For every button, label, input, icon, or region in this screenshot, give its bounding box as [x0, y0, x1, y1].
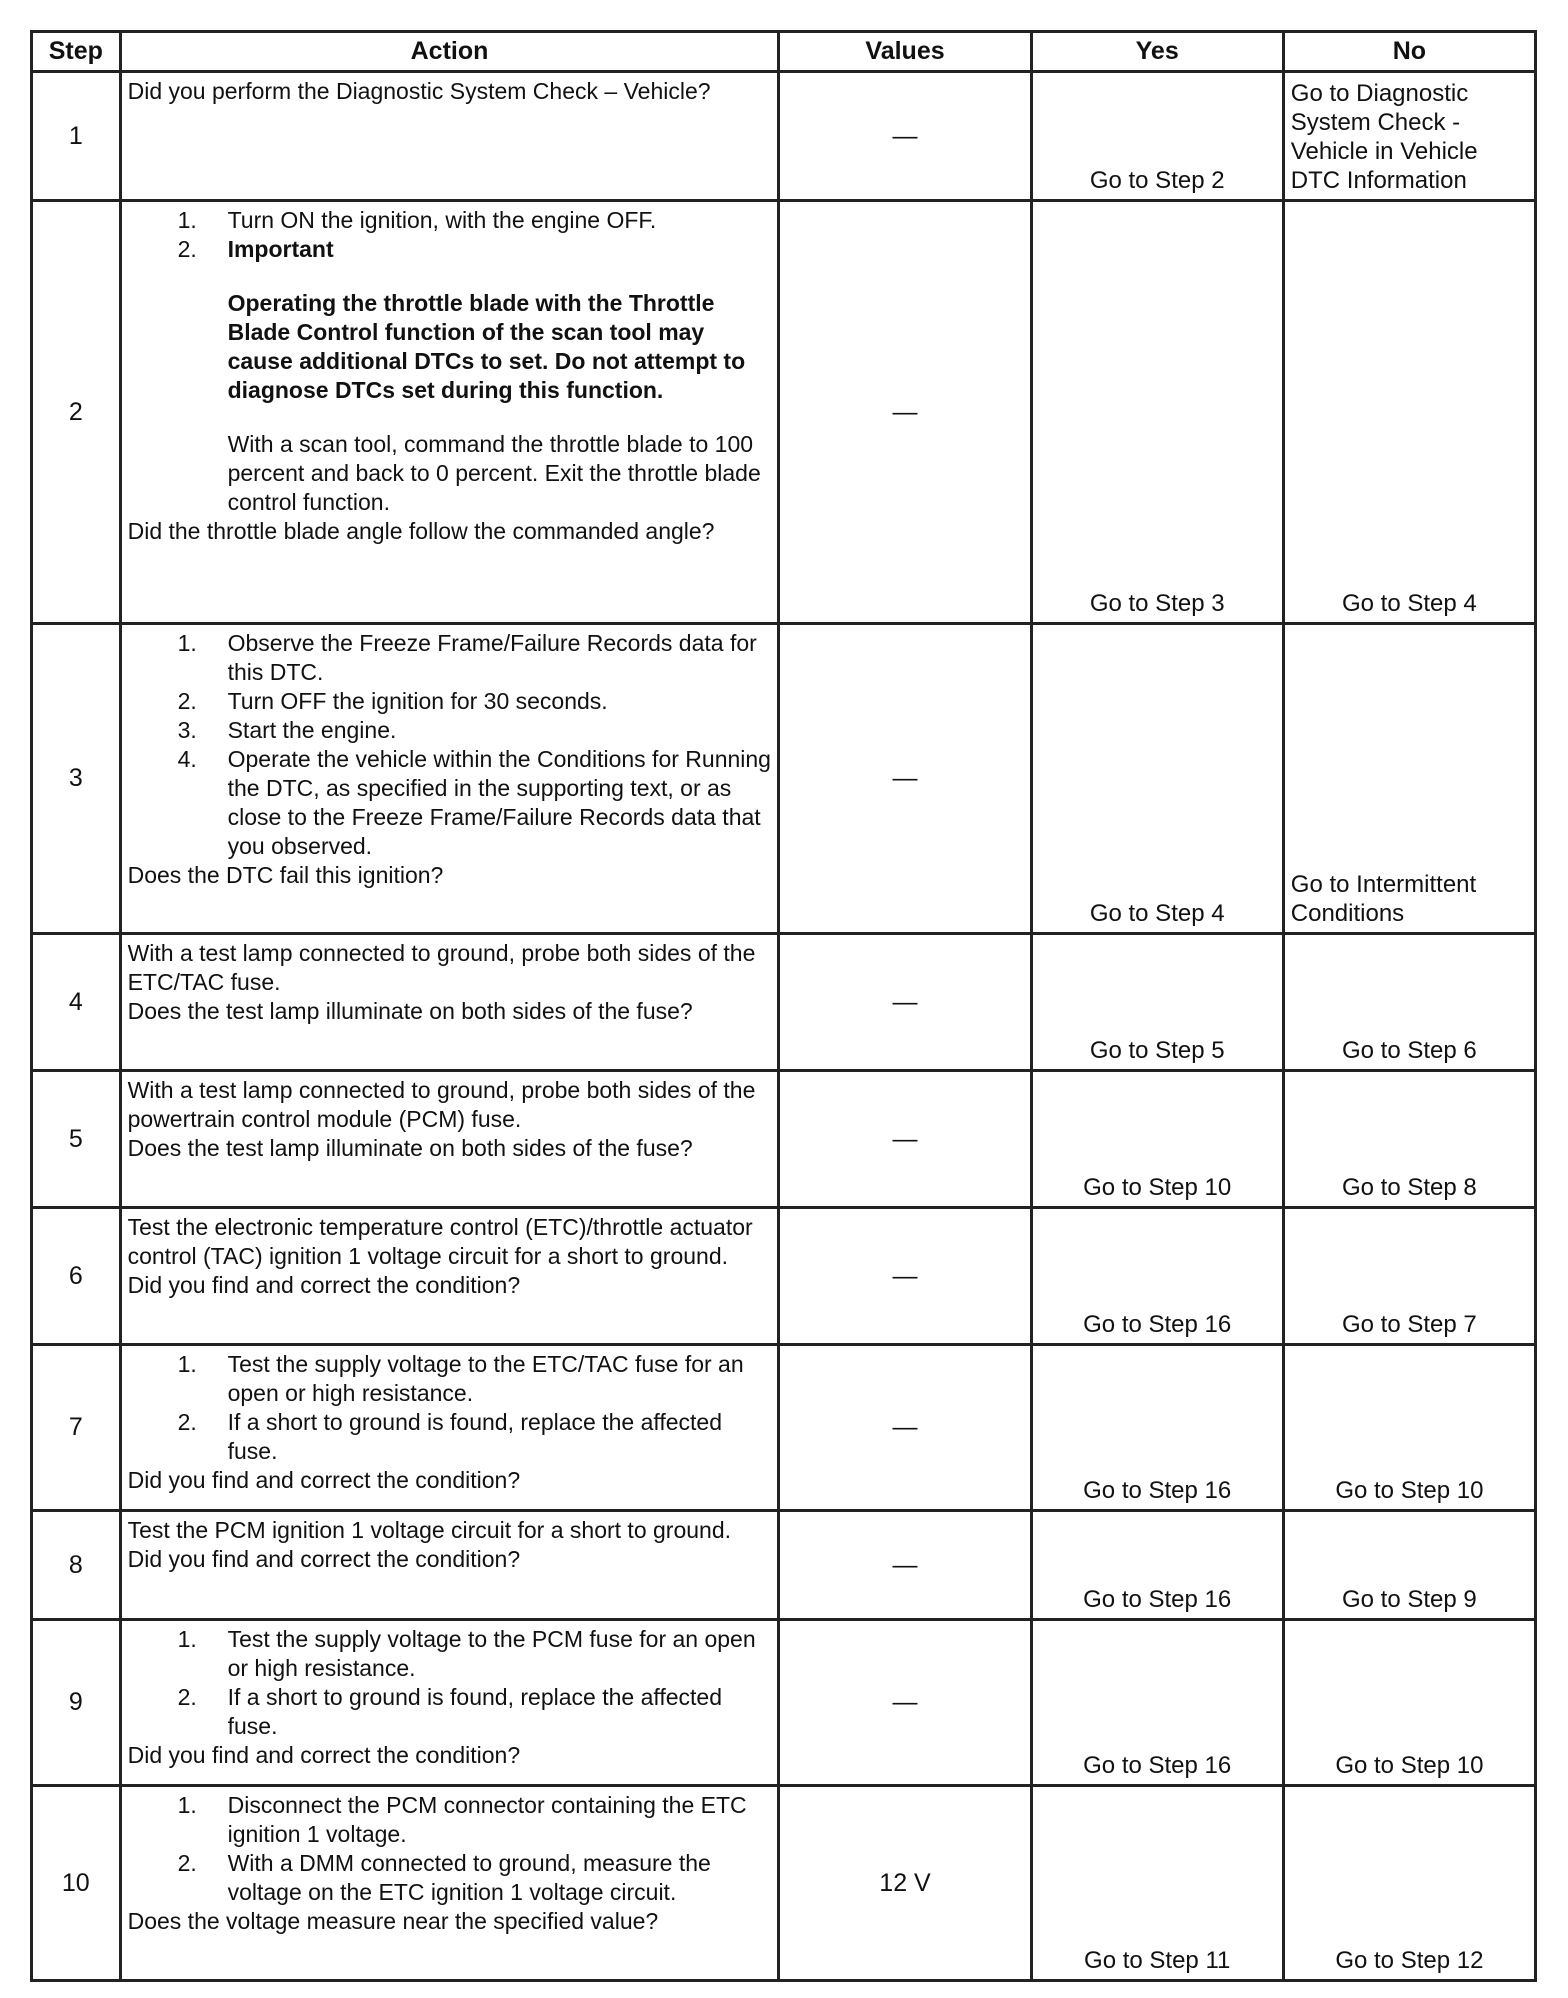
action-question: Did you find and correct the condition? — [127, 1467, 521, 1493]
step-number: 3 — [32, 624, 121, 934]
action-step-item: 2. Important Operating the throttle blade with the Throttle Blade Control function of the scan tool may cause additional DTCs to set. Do not attempt to diagnose DTCs set during this function. With a scan tool, command the throttle blade to 100 percent and back to 0 percent. Exit the throttle blade control function. — [128, 235, 772, 517]
action-instruction: With a test lamp connected to ground, probe both sides of the powertrain control module (PCM) fuse. — [127, 1077, 756, 1132]
step-number: 7 — [32, 1345, 121, 1511]
action-cell — [120, 1345, 779, 1511]
no-cell: Go to Intermittent Conditions — [1283, 624, 1535, 934]
value-cell: — — [779, 624, 1031, 934]
no-cell: Go to Step 8 — [1283, 1071, 1535, 1208]
action-cell — [120, 934, 779, 1071]
no-cell: Go to Step 10 — [1283, 1345, 1535, 1511]
action-cell — [120, 1786, 779, 1981]
step-row-4 — [32, 934, 1536, 1071]
action-question: Did you find and correct the condition? — [127, 1546, 521, 1572]
action-cell — [120, 72, 779, 201]
action-cell — [120, 1511, 779, 1620]
diagnostic-table — [30, 30, 1537, 1982]
important-note: Operating the throttle blade with the Throttle Blade Control function of the scan tool may cause additional DTCs to set. Do not attempt to diagnose DTCs set during this function. — [227, 290, 746, 403]
value-cell: — — [779, 72, 1031, 201]
action-steps — [128, 1625, 772, 1741]
step-row-5 — [32, 1071, 1536, 1208]
yes-cell: Go to Step 4 — [1031, 624, 1283, 934]
action-step-item: 4. Operate the vehicle within the Conditions for Running the DTC, as specified in the supporting text, or as close to the Freeze Frame/Failure Records data that you observed. — [177, 746, 771, 859]
step-number: 4 — [32, 934, 121, 1071]
action-step-item: 2. If a short to ground is found, replace the affected fuse. — [177, 1409, 722, 1464]
header-yes: Yes — [1031, 32, 1283, 72]
action-steps — [128, 629, 772, 861]
step-row-1 — [32, 72, 1536, 201]
action-cell — [120, 1620, 779, 1786]
action-question: Did you find and correct the condition? — [127, 1742, 521, 1768]
action-steps — [128, 1350, 772, 1466]
step-row-2 — [32, 201, 1536, 624]
step-number: 5 — [32, 1071, 121, 1208]
value-cell: — — [779, 934, 1031, 1071]
step-row-3 — [32, 624, 1536, 934]
value-cell: — — [779, 1511, 1031, 1620]
diagnostic-page — [30, 30, 1537, 1982]
action-steps — [128, 206, 772, 517]
action-cell — [120, 1071, 779, 1208]
header-step: Step — [32, 32, 121, 72]
step-instruction: With a scan tool, command the throttle blade to 100 percent and back to 0 percent. Exit the throttle blade control function. — [227, 431, 761, 515]
yes-cell: Go to Step 5 — [1031, 934, 1283, 1071]
header-row — [32, 32, 1536, 72]
value-cell: — — [779, 1620, 1031, 1786]
yes-cell: Go to Step 16 — [1031, 1345, 1283, 1511]
step-row-8 — [32, 1511, 1536, 1620]
step-number: 8 — [32, 1511, 121, 1620]
action-instruction: With a test lamp connected to ground, probe both sides of the ETC/TAC fuse. — [127, 940, 756, 995]
action-step-item: 1. Turn ON the ignition, with the engine OFF. — [177, 207, 657, 233]
no-cell: Go to Diagnostic System Check - Vehicle in Vehicle DTC Information — [1283, 72, 1535, 201]
action-cell — [120, 1208, 779, 1345]
action-step-item: 1. Disconnect the PCM connector containing the ETC ignition 1 voltage. — [177, 1792, 747, 1847]
no-cell: Go to Step 9 — [1283, 1511, 1535, 1620]
action-step-item: 2. If a short to ground is found, replace the affected fuse. — [177, 1684, 722, 1739]
action-step-item: 1. Test the supply voltage to the PCM fuse for an open or high resistance. — [177, 1626, 756, 1681]
yes-cell: Go to Step 16 — [1031, 1511, 1283, 1620]
value-cell: — — [779, 201, 1031, 624]
important-label: Important — [227, 236, 334, 262]
step-number: 1 — [32, 72, 121, 201]
no-cell: Go to Step 7 — [1283, 1208, 1535, 1345]
yes-cell: Go to Step 16 — [1031, 1208, 1283, 1345]
step-number: 2 — [32, 201, 121, 624]
value-cell: — — [779, 1071, 1031, 1208]
header-values: Values — [779, 32, 1031, 72]
no-cell: Go to Step 4 — [1283, 201, 1535, 624]
action-step-item: 1. Observe the Freeze Frame/Failure Records data for this DTC. — [177, 630, 757, 685]
header-no: No — [1283, 32, 1535, 72]
action-cell — [120, 201, 779, 624]
action-steps — [128, 1791, 772, 1907]
header-action: Action — [120, 32, 779, 72]
yes-cell: Go to Step 2 — [1031, 72, 1283, 201]
action-question: Did you find and correct the condition? — [127, 1272, 521, 1298]
step-row-6 — [32, 1208, 1536, 1345]
value-cell: — — [779, 1345, 1031, 1511]
value-cell: — — [779, 1208, 1031, 1345]
action-instruction: Test the electronic temperature control (ETC)/throttle actuator control (TAC) ignition 1 voltage circuit for a short to ground. — [127, 1214, 753, 1269]
action-question: Did you perform the Diagnostic System Check – Vehicle? — [127, 78, 711, 104]
action-question: Does the test lamp illuminate on both sides of the fuse? — [127, 1135, 693, 1161]
step-number: 10 — [32, 1786, 121, 1981]
action-question: Does the DTC fail this ignition? — [127, 862, 444, 888]
yes-cell: Go to Step 10 — [1031, 1071, 1283, 1208]
action-step-item: 1. Test the supply voltage to the ETC/TAC fuse for an open or high resistance. — [177, 1351, 744, 1406]
step-number: 6 — [32, 1208, 121, 1345]
yes-cell: Go to Step 3 — [1031, 201, 1283, 624]
action-step-item: 2. Turn OFF the ignition for 30 seconds. — [177, 688, 608, 714]
yes-cell: Go to Step 11 — [1031, 1786, 1283, 1981]
action-cell — [120, 624, 779, 934]
value-cell: 12 V — [779, 1786, 1031, 1981]
no-cell: Go to Step 6 — [1283, 934, 1535, 1071]
action-question: Did the throttle blade angle follow the commanded angle? — [127, 518, 715, 544]
step-row-10 — [32, 1786, 1536, 1981]
no-cell: Go to Step 12 — [1283, 1786, 1535, 1981]
action-step-item: 3. Start the engine. — [177, 717, 397, 743]
action-question: Does the test lamp illuminate on both sides of the fuse? — [127, 998, 693, 1024]
action-instruction: Test the PCM ignition 1 voltage circuit for a short to ground. — [127, 1517, 732, 1543]
step-row-7 — [32, 1345, 1536, 1511]
step-row-9 — [32, 1620, 1536, 1786]
action-question: Does the voltage measure near the specified value? — [127, 1908, 659, 1934]
step-number: 9 — [32, 1620, 121, 1786]
yes-cell: Go to Step 16 — [1031, 1620, 1283, 1786]
action-step-item: 2. With a DMM connected to ground, measure the voltage on the ETC ignition 1 voltage circuit. — [177, 1850, 711, 1905]
no-cell: Go to Step 10 — [1283, 1620, 1535, 1786]
